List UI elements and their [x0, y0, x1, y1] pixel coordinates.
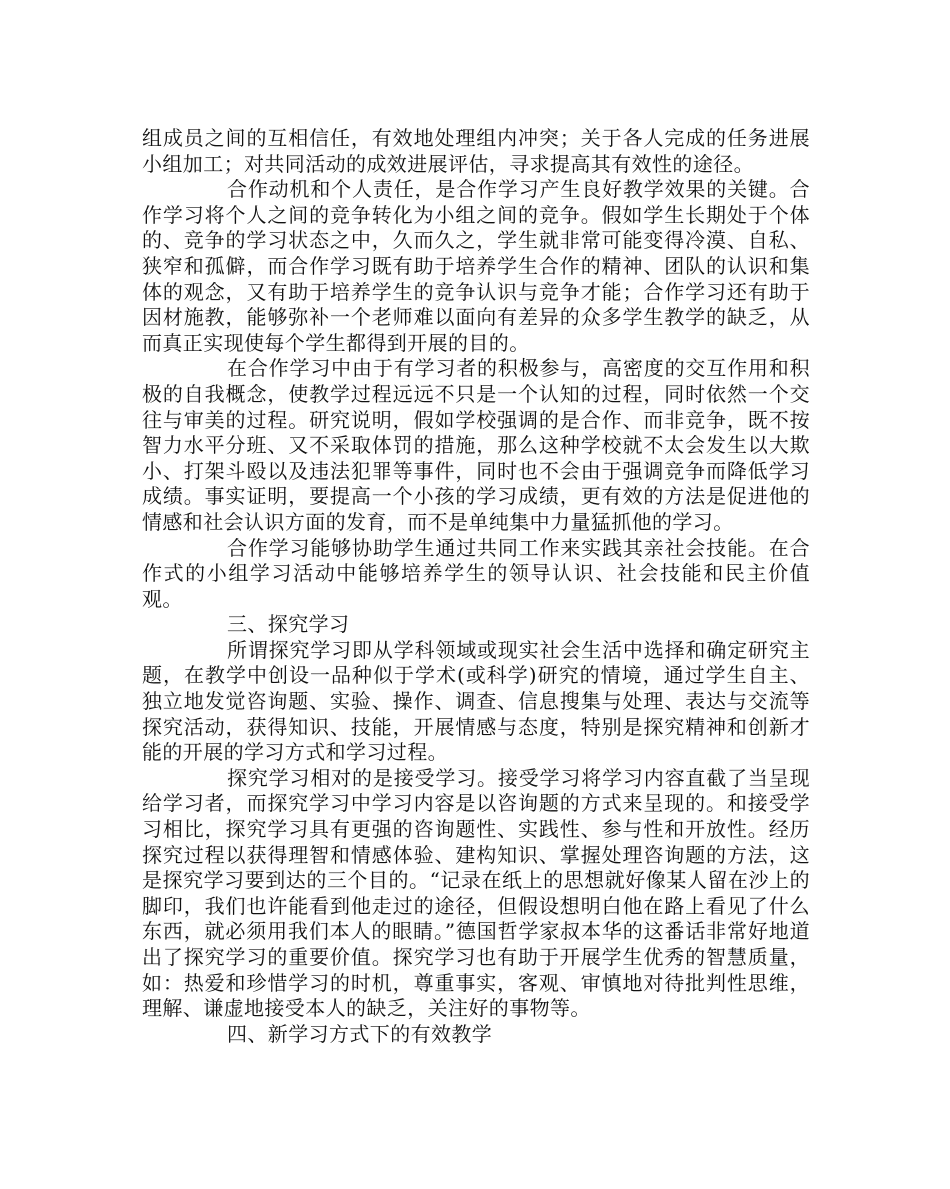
section-heading-inquiry-learning: 三、探究学习: [227, 612, 350, 637]
document-body: [142, 126, 810, 1047]
paragraph-inquiry-vs-reception: 探究学习相对的是接受学习。接受学习将学习内容直截了当呈现给学习者，而探究学习中学习内容是以咨询题的方式来呈现的。和接受学习相比，探究学习具有更强的咨询题性、实践性、参与性和开放性。经历探究过程以获得理智和情感体验、建构知识、掌握处理咨询题的方法，这是探究学习要到达的三个目的。“记录在纸上的思想就好像某人留在沙上的脚印，我们也许能看到他走过的途径，但假设想明白他在路上看见了什么东西，就必须用我们本人的眼睛。”德国哲学家叔本华的这番话非常好地道出了探究学习的重要价值。探究学习也有助于开展学生优秀的智慧质量，如：热爱和珍惜学习的时机，尊重事实，客观、审慎地对待批判性思维，理解、谦虚地接受本人的缺乏，关注好的事物等。: [142, 765, 810, 1021]
section-heading-effective-teaching: 四、新学习方式下的有效教学: [227, 1021, 493, 1046]
paragraph-group-trust: 组成员之间的互相信任，有效地处理组内冲突；关于各人完成的任务进展小组加工；对共同活动的成效进展评估，寻求提高其有效性的途径。: [142, 126, 810, 176]
paragraph-social-skills: 合作学习能够协助学生通过共同工作来实践其亲社会技能。在合作式的小组学习活动中能够培养学生的领导认识、社会技能和民主价值观。: [142, 535, 810, 611]
paragraph-inquiry-definition: 所谓探究学习即从学科领域或现实社会生活中选择和确定研究主题，在教学中创设一品种似于学术(或科学)研究的情境，通过学生自主、独立地发觉咨询题、实验、操作、调查、信息搜集与处理、表达与交流等探究活动，获得知识、技能，开展情感与态度，特别是探究精神和创新才能的开展的学习方式和学习过程。: [142, 637, 810, 765]
paragraph-cooperation-motivation: 合作动机和个人责任，是合作学习产生良好教学效果的关键。合作学习将个人之间的竞争转化为小组之间的竞争。假如学生长期处于个体的、竞争的学习状态之中，久而久之，学生就非常可能变得冷漠、自私、狭窄和孤僻，而合作学习既有助于培养学生合作的精神、团队的认识和集体的观念，又有助于培养学生的竞争认识与竞争才能；合作学习还有助于因材施教，能够弥补一个老师难以面向有差异的众多学生教学的缺乏，从而真正实现使每个学生都得到开展的目的。: [142, 177, 810, 355]
paragraph-cooperation-process: 在合作学习中由于有学习者的积极参与，高密度的交互作用和积极的自我概念，使教学过程远远不只是一个认知的过程，同时依然一个交往与审美的过程。研究说明，假如学校强调的是合作、而非竞争，既不按智力水平分班、又不采取体罚的措施，那么这种学校就不太会发生以大欺小、打架斗殴以及违法犯罪等事件，同时也不会由于强调竞争而降低学习成绩。事实证明，要提高一个小孩的学习成绩，更有效的方法是促进他的情感和社会认识方面的发育，而不是单纯集中力量猛抓他的学习。: [142, 356, 810, 534]
